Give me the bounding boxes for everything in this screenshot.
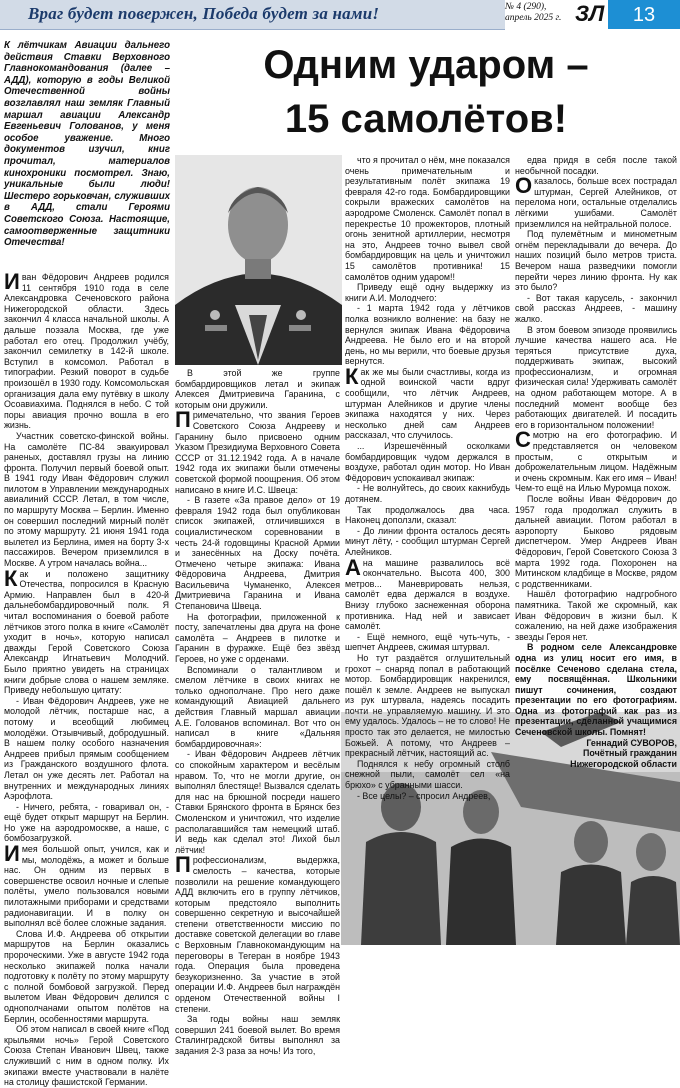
header-motto: Враг будет повержен, Победа будет за нами!: [28, 4, 380, 23]
paragraph: [4, 431, 169, 569]
paragraph: [515, 155, 677, 176]
paragraph: [515, 229, 677, 293]
drop-cap: П: [175, 852, 191, 878]
paragraph: [4, 802, 169, 844]
text-column-2: [175, 368, 340, 1056]
issue-info: [505, 2, 561, 24]
paragraph: [4, 565, 169, 696]
paragraph-text: рофессионализм, выдержка, смелость – качества, которые позволили на решение командующего АДД включить его в группу лётчиков, которым предстояло выполнить совершенно секретную и высочайшей степени ответственности миссию по доставке советской делегации во главе с Верховным Главнокомандующим на переговоры в Тегеран в ноябре 1943 года. Операция была проведена безукоризненно. За участие в этой операции И.Ф. Андреев был награждён орденом Отечественной войны I степени.: [175, 855, 340, 1014]
drop-cap: К: [345, 363, 359, 389]
drop-cap: А: [345, 554, 361, 580]
paragraph-text: что я прочитал о нём, мне показался очень примечательным и результативным полёт экипажа 19 февраля 42-го года. Бомбардировщики сокрыли вражеских самолётов на аэродроме Смоленск. Самолёт попал в перекрестье 10 прожекторов, плотный огонь зенитной артиллерии, несмотря на это, Андреев точно вывел свой бомбардировщик на цель и уничтожил 15 самолётов противника! 15 самолётов одним ударом!!: [345, 155, 510, 282]
paragraph-text: Нашёл фотографию надгробного памятника. Такой же скромный, как Иван Фёдорович в жизни был. К сожалению, на ней даже изображения звезды Героя нет.: [515, 589, 677, 642]
paragraph: [345, 155, 510, 282]
paragraph-text: казалось, больше всех пострадал штурман, Сергей Алейников, от перелома ноги, остальные отделались лёгкими ушибами. Самолёт приземлился на нейтральной полосе.: [515, 176, 677, 229]
paragraph: [345, 303, 510, 367]
paragraph: [515, 293, 677, 325]
paragraph: [175, 749, 340, 855]
paragraph: [345, 505, 510, 526]
lead-paragraph: К лётчикам Авиации дальнего действия Ставки Верховного Главнокомандования (далее – АДД), которую в годы Великой Отечественной войны возглавлял наш земляк Главный маршал авиации Александр Евгеньевич Голованов, у меня особое уважение. Много документов изучил, книг прочитал, материалов кинохроники посмотрел. Знаю, уникальные были люди! Шестеро горьковчан, служивших в АДД, стали Героями Советского Союза. Настоящие, самоотверженные защитники Отечества!: [4, 40, 170, 249]
paragraph-text: Слова И.Ф. Андреева об открытии маршрутов на Берлин оказались пророческими. Уже в августе 1942 года несколько экипажей полка начали подготовку к полёту по этому маршруту с полной бомбовой загрузкой. Перед вылетом Иван Фёдорович делился с однополчанами опытом полётов на Берлин, особенностями маршрута.: [4, 928, 169, 1024]
paragraph: [515, 173, 677, 229]
paragraph-text: - 1 марта 1942 года у лётчиков полка возникло волнение: на базу не вернулся экипаж Ивана Фёдоровича Андреева. Не было его и на второй день, но мы верили, что боевые друзья вернутся.: [345, 303, 510, 367]
text-column-3: [345, 155, 510, 801]
portrait-photo: [175, 155, 342, 365]
paragraph-text: римечательно, что звания Героев Советского Союза Андрееву и Гаранину было присвоено одним Указом Президиума Верховного Совета СССР от 31.12.1942 года. А в начале 1942 года их экипажи были отмечены советской формой поощрения. Об этом написано в книге И.С. Швеца:: [175, 410, 340, 495]
headline-line-1: Одним ударом –: [263, 43, 589, 87]
paragraph-text: - До линии фронта осталось десять минут лёту, - сообщил штурман Сергей Алейников.: [345, 525, 510, 557]
paragraph: [515, 427, 677, 494]
headline-line-2: 15 самолётов!: [284, 97, 568, 141]
drop-cap: С: [515, 427, 531, 453]
author-region: Нижегородской области: [570, 758, 677, 769]
paragraph: [4, 1024, 169, 1088]
text-column-1: [4, 269, 169, 1088]
drop-cap: И: [4, 269, 20, 294]
paragraph-text: едва придя в себя после такой необычной посадки.: [515, 155, 677, 176]
paragraph: [345, 363, 510, 441]
paragraph: [515, 325, 677, 431]
paragraph: [345, 653, 510, 759]
paragraph-text: За годы войны наш земляк совершил 241 боевой вылет. Во время Сталинградской битвы выполнял за задания 2-3 раза за ночь! Из того,: [175, 1014, 340, 1056]
article-headline: [176, 38, 676, 146]
paragraph-text: мея большой опыт, учился, как и мы, молодёжь, а может и больше нас. Он одним из первых в совершенстве освоил ночные и слепые полёты, умело пользовался новыми пилотажными приборами и средствами радионавигации. И в полку он выполнял всё более сложные задания.: [4, 844, 169, 929]
paragraph-text: на машине развалилось всё окончательно. Высота 400, 300 метров... Маневрировать нельзя, самолёт едва держался в воздухе. Внизу глубоко заснеженная оборона противника. Над ней и зависает самолёт.: [345, 557, 510, 632]
page-number-box: [608, 0, 680, 29]
paragraph-text: Но тут раздаётся оглушительный грохот – снаряд попал в работающий мотор. Бомбардировщик накренился, пошёл к земле. Андреев не выпускал из рук штурвала, надеясь посадить почти не управляемую машину. И это ему удалось. Удалось – не то слово! Не просто так это делается, не милостью Божьей. А потому, что Андреев – прекрасный лётчик, настоящий ас.: [345, 652, 510, 759]
paragraph: [175, 665, 340, 750]
text-column-4: [515, 155, 677, 769]
paragraph: [345, 632, 510, 653]
paragraph: [4, 841, 169, 929]
paragraph: [345, 554, 510, 632]
paragraph: [4, 696, 169, 802]
paragraph: [175, 407, 340, 495]
paragraph: [175, 852, 340, 1014]
drop-cap: О: [515, 173, 533, 199]
drop-cap: И: [4, 841, 20, 867]
paragraph-text: - Ничего, ребята, - говаривал он, - ещё будет открыт маршрут на Берлин. Но уже на аэродромоскве, а наше, с бомбозагрузкой.: [4, 801, 169, 844]
paragraph: [515, 642, 677, 737]
paragraph-text: В родном селе Александровке одна из улиц носит его имя, в посёлке Сеченово сделана стела, ему посвящённая. Школьники пишут сочинения, создают презентации по его фотографиям. Одна из фотографий как раз из презентации, сделанной учащимися Сеченовской школы. Помнят!: [515, 642, 677, 738]
paragraph-text: - Все целы? – спросил Андреев,: [357, 790, 491, 801]
drop-cap: П: [175, 407, 191, 433]
issue-date: апрель 2025 г.: [505, 13, 562, 23]
paragraph-text: - В газете «За правое дело» от 19 февраля 1942 года был опубликован список экипажей, отличившихся в социалистическом соревновании в честь 24-й годовщины Красной Армии и занесённых на Доску почёта. Отмечено четыре экипажа: Ивана Фёдоровича Андреева, Дмитрия Васильевича Чуманенко, Алексея Дмитриевича Гаранина и Ивана Степановича Швеца.: [175, 495, 340, 612]
author-title: Почётный гражданин: [583, 748, 677, 759]
paragraph-text: - Иван Фёдорович Андреев, уже не молодой лётчик, постарше нас, а потому и всеобщий любимец молодёжи. Отзывчивый, добродушный. В нашем полку особого назначения Андреев прибыл прямым сообщением из Гражданского воздушного флота. Летал он уже десять лет. Работал на внутренних и международных линиях Аэрофлота.: [4, 695, 169, 802]
issue-number: № 4 (290),: [505, 2, 547, 12]
drop-cap: К: [4, 565, 18, 591]
paragraph-text: - Не волнуйтесь, до своих какнибудь дотянем.: [345, 483, 510, 504]
paragraph: [345, 483, 510, 504]
paragraph-text: - Ещё немного, ещё чуть-чуть, - шепчет Андреев, сжимая штурвал.: [345, 631, 510, 653]
paragraph: [175, 612, 340, 665]
author-name: Геннадий СУВОРОВ,: [586, 737, 677, 748]
paragraph: [175, 368, 340, 410]
paragraph: [345, 441, 510, 483]
paragraph-text: Так продолжалось два часа. Наконец доползли, сказал:: [345, 504, 510, 526]
paragraph-text: ак же мы были счастливы, когда из одной воинской части вдруг сообщили, что лётчик Андреев, штурман Алейников и другие члены экипажа находятся у них. Через несколько дней сам Андреев рассказал, что случилось.: [345, 366, 510, 441]
paragraph-text: Вспоминали о талантливом и смелом лётчике в своих книгах не только однополчане. Про него даже командующий Авиацией дальнего действия Главный маршал авиации А.Е. Голованов вспоминал. Вот что он написал в книге «Дальняя бомбардировочная»:: [175, 664, 340, 749]
page-number: 13: [632, 4, 656, 26]
header-band: [0, 0, 505, 30]
paragraph-text: Поднялся к небу огромный столб снежной пыли, самолёт сел «на брюхо» с убранными шасси.: [345, 758, 510, 791]
paragraph: [4, 269, 169, 431]
paragraph: [4, 929, 169, 1024]
paragraph-text: - Вот такая карусель, - закончил свой рассказ Андреев, - машину жалко.: [515, 292, 677, 324]
paragraph: [175, 1014, 340, 1056]
paragraph-text: После войны Иван Фёдорович до 1957 года продолжал служить в дальней авиации. Потом работал в аэропорту Быково рядовым диспетчером. Умер Андреев Иван Фёдорович, Герой Советского Союза 3 марта 1992 года. Похоронен на Митинском кладбище в Москве, рядом с родственниками.: [515, 494, 677, 589]
paragraph-text: На фотографии, приложенной к посту, запечатлены два друга на фоне самолёта – Андреев в пилотке и Гаранин в фуражке. Ещё без звёзд Героев, но уже с орденами.: [175, 611, 340, 665]
paragraph-text: В этой же группе бомбардировщиков летал и экипаж Алексея Дмитриевича Гаранина, с которым они дружили.: [175, 368, 340, 410]
paragraph-text: Под пулемётным и минометным огнём перекладывали до вечера. До наших позиций было метров триста. Вечером наша разведчики помогли перейти через линию фронта. Ну как это было?: [515, 229, 677, 293]
paragraph: [345, 791, 510, 802]
paragraph-text: ван Фёдорович Андреев родился 11 сентября 1910 года в селе Александровка Сеченовского района Нижегородской области. Здесь закончил 4 класса начальной школы. А дальше поэзала Москва, где уже работал его отец. Продолжил учёбу, закончил семилетку в 142-й школе. Вступил в комсомол. Работал в типографии. Резкий поворот в судьбе произошёл в 1930 году. Комсомольская организация дала ему путёвку в школу Осоавиахима. Поднялся в небо. С той поры авиация прочно вошла в его жизнь.: [4, 272, 169, 431]
paragraph-text: В этом боевом эпизоде проявились лучшие качества нашего аса. Не теряться присутствие духа, поддерживать экипаж, высокий профессионализм, и огромная физическая сила! Удерживать самолёт на одном работающем моторе. А в последний момент вообще без работающих двигателей. И посадить его в горизонтальном положении!: [515, 324, 677, 430]
paragraph-text: Участник советско-финской войны. На самолёте ПС-84 эвакуировал раненых, доставлял грузы на линию фронта. Получил первый боевой опыт. В 1941 году Иван Фёдорович служил пилотом в Управлении международных авиалиний СССР. Летал, в том числе, по маршруту Москва – Берлин. Именно он совершил последний мирный полёт по этому маршруту. 21 июня 1941 года вылетел из Берлина, имея на борту 3-х пассажиров. Вечером приземлился в Москве. А утром началась война...: [4, 430, 169, 569]
paragraph-text: - Иван Фёдорович Андреев лётчик со спокойным характером и весёлым нравом. То, что не могли другие, он выполнял блестяще! Вызвался сделать для нас на брюшной посреди нашего Ставки Брянского фронта в Брянск без Смоленском и уничтожил, что изделие располагавшийся там немецкий штаб. И ведь как сделал это! Лихой был лётчик!: [175, 749, 340, 855]
paragraph: [345, 282, 510, 303]
paragraph-text: ... Изрешечённый осколками бомбардировщик чудом держался в воздухе, работал один мотор. Но Иван Фёдорович успокаивал экипаж:: [345, 441, 510, 483]
paragraph-text: мотрю на его фотографию. И представляется он человеком простым, с открытым и доброжелательным лицом. Надёжным и очень скромным. Как его имя – Иван! Чем-то ещё на Илью Муромца похож.: [515, 430, 677, 494]
paragraph: [175, 495, 340, 612]
portrait-photo-drawing: [175, 155, 342, 365]
paragraph: [515, 589, 677, 642]
page-header: [0, 0, 680, 30]
paragraph: [345, 526, 510, 558]
paragraph: [515, 494, 677, 589]
paragraph: [345, 759, 510, 791]
paragraph-text: ак и положено защитнику Отечества, попросился в Красную Армию. Направлен был в 420-й дальнебомбардировочный полк. Я читал воспоминания о боевой работе лётчиков этого полка в книге «Самолёт уходит в ночь», которую написал дважды Герой Советского Союза Александр Игнатьевич Молодчий. Было приятно увидеть на страницах книги добрые слова о нашем земляке. Приведу небольшую цитату:: [4, 568, 169, 696]
newspaper-logo: ЗЛ: [575, 1, 605, 26]
paragraph-text: Приведу ещё одну выдержку из книги А.И. Молодчего:: [345, 282, 510, 303]
paragraph-text: Об этом написал в своей книге «Под крыльями ночь» Герой Советского Союза Степан Иванович Швец, также служивший с ним в одном полку. Их экипажи вместе участвовали в налёте на столицу фашистской Германии.: [4, 1024, 169, 1088]
